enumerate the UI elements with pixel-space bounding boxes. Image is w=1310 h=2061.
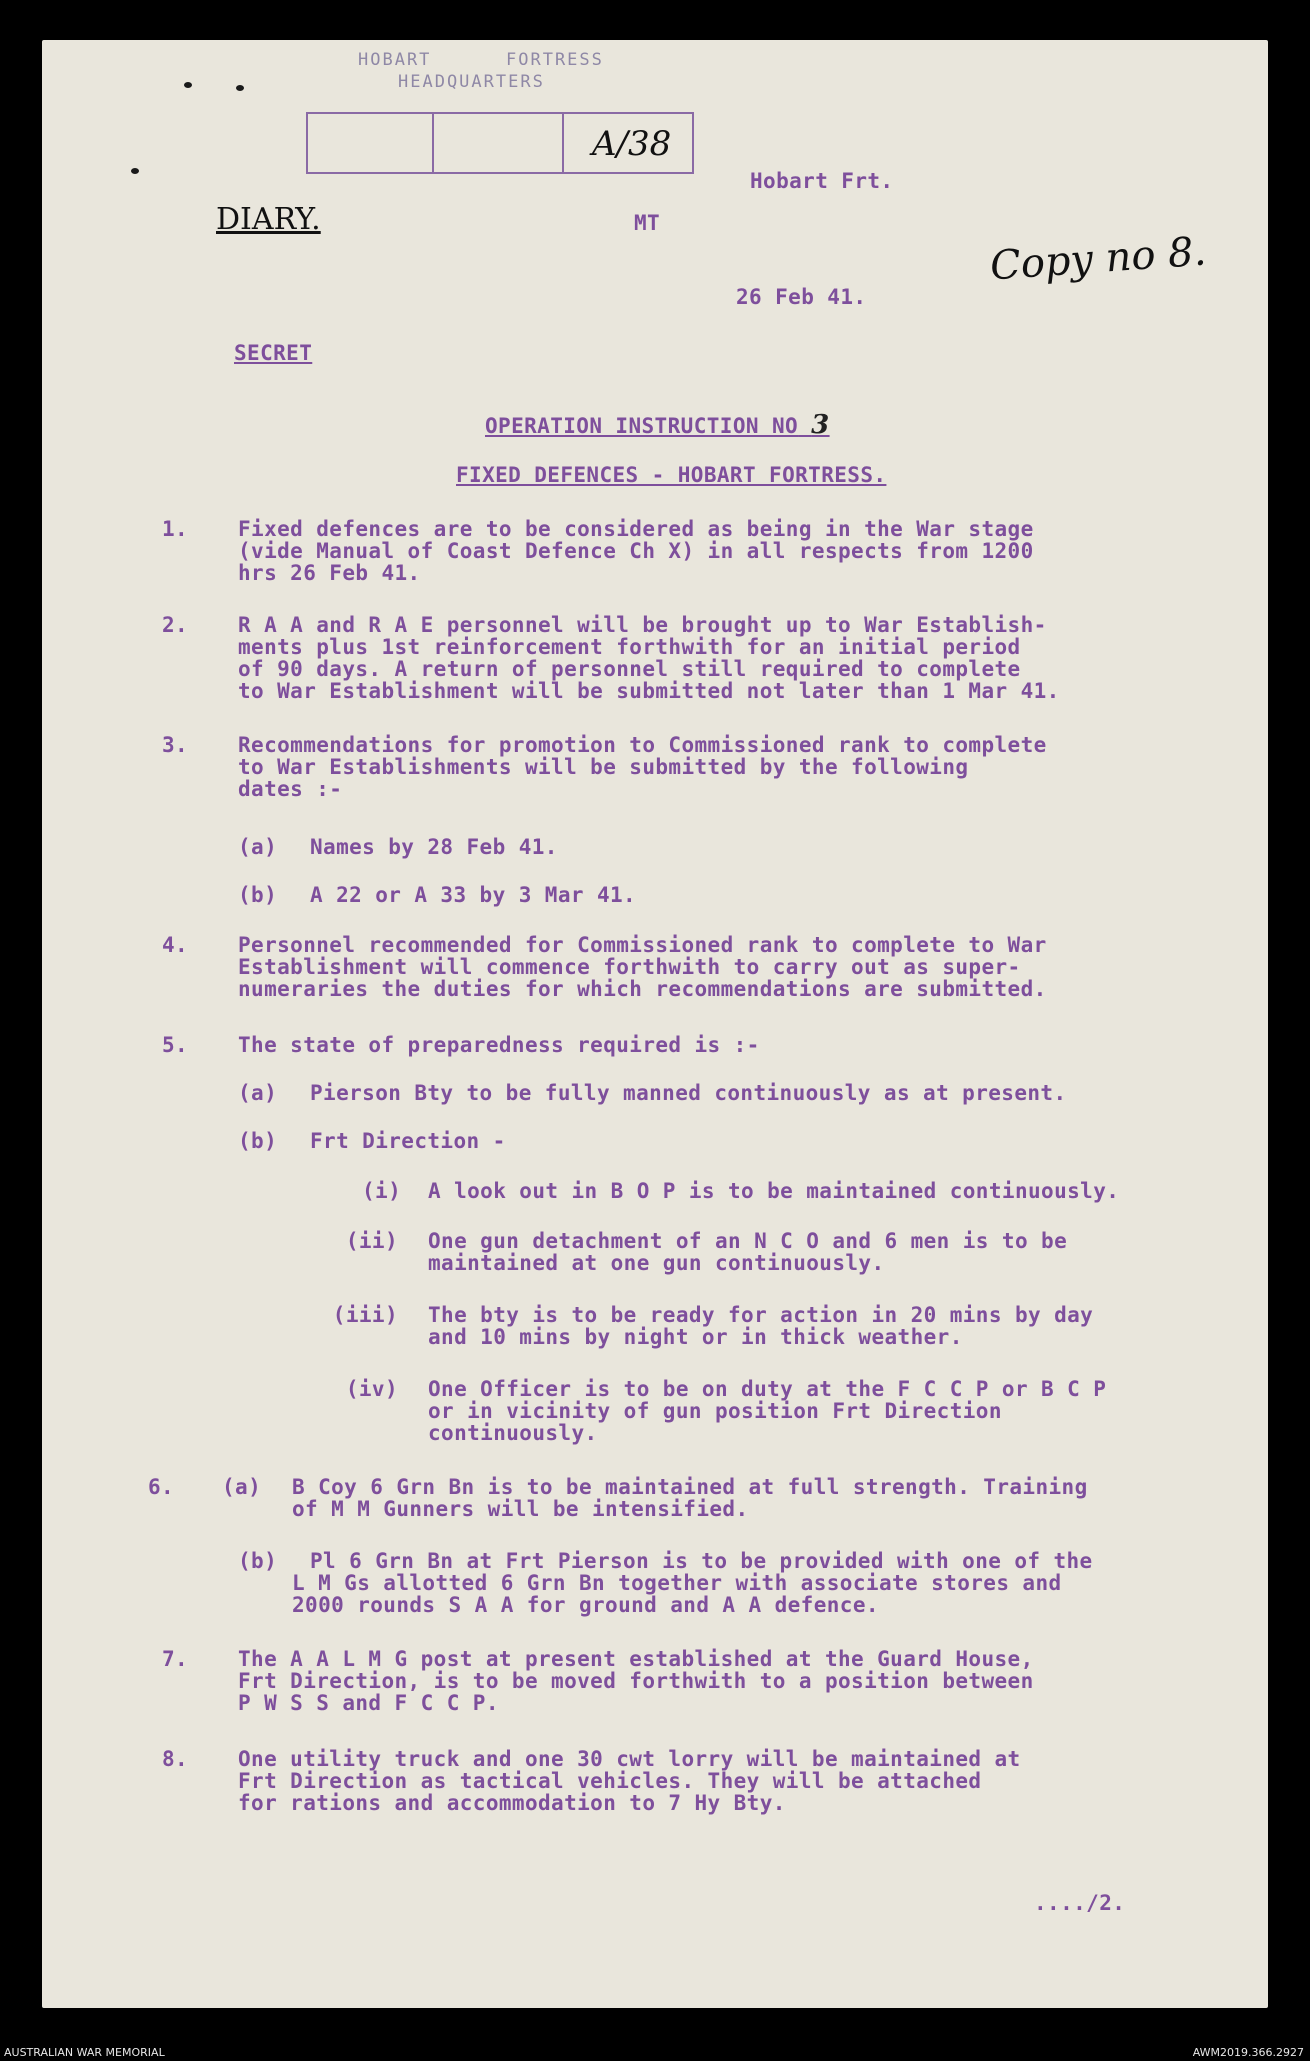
para-5b-iii-number: (iii) bbox=[332, 1303, 398, 1327]
stamp-box bbox=[432, 112, 564, 174]
para-8-line: for rations and accommodation to 7 Hy Bty. bbox=[238, 1791, 786, 1815]
para-5b-iv-line: or in vicinity of gun position Frt Direction bbox=[428, 1399, 1002, 1423]
punch-hole bbox=[131, 168, 139, 174]
para-5b-text: Frt Direction - bbox=[310, 1129, 506, 1153]
para-5b-iii-line: and 10 mins by night or in thick weather. bbox=[428, 1325, 963, 1349]
para-5b-ii-number: (ii) bbox=[345, 1229, 398, 1253]
handwritten-diary: DIARY. bbox=[216, 202, 321, 237]
para-5b-iv-line: continuously. bbox=[428, 1421, 598, 1445]
para-5b-iv-line: One Officer is to be on duty at the F C C P or B C P bbox=[428, 1377, 1107, 1401]
para-3a-text: Names by 28 Feb 41. bbox=[310, 835, 558, 859]
para-6a-line: of M M Gunners will be intensified. bbox=[292, 1497, 749, 1521]
handwritten-copy-number: Copy no 8. bbox=[988, 228, 1208, 290]
para-1-line: (vide Manual of Coast Defence Ch X) in all respects from 1200 bbox=[238, 539, 1034, 563]
para-6b-line: L M Gs allotted 6 Grn Bn together with associate stores and bbox=[292, 1571, 1062, 1595]
para-1-number: 1. bbox=[162, 517, 189, 541]
page-continuation: ..../2. bbox=[1034, 1891, 1126, 1915]
para-6-number: 6. bbox=[148, 1475, 175, 1499]
para-7-line: The A A L M G post at present established at the Guard House, bbox=[238, 1647, 1034, 1671]
title-line2: FIXED DEFENCES - HOBART FORTRESS. bbox=[456, 463, 887, 487]
para-6a-number: (a) bbox=[222, 1475, 262, 1499]
stamp-line2: HEADQUARTERS bbox=[398, 72, 545, 92]
para-2-line: to War Establishment will be submitted not later than 1 Mar 41. bbox=[238, 679, 1060, 703]
para-5b-ii-line: maintained at one gun continuously. bbox=[428, 1251, 885, 1275]
para-7-line: P W S S and F C C P. bbox=[238, 1691, 499, 1715]
title-line1 bbox=[485, 412, 830, 439]
para-6a-line: B Coy 6 Grn Bn is to be maintained at full strength. Training bbox=[292, 1475, 1088, 1499]
para-3b-text: A 22 or A 33 by 3 Mar 41. bbox=[310, 883, 637, 907]
para-5-number: 5. bbox=[162, 1033, 189, 1057]
punch-hole bbox=[236, 85, 244, 91]
para-8-line: Frt Direction as tactical vehicles. They will be attached bbox=[238, 1769, 982, 1793]
para-8-line: One utility truck and one 30 cwt lorry will be maintained at bbox=[238, 1747, 1021, 1771]
stamp-reference: A/38 bbox=[592, 124, 672, 164]
para-3-line: dates :- bbox=[238, 777, 343, 801]
para-4-line: Personnel recommended for Commissioned rank to complete to War bbox=[238, 933, 1047, 957]
document-page bbox=[42, 40, 1268, 2008]
para-8-number: 8. bbox=[162, 1747, 189, 1771]
para-5b-i-line: A look out in B O P is to be maintained continuously. bbox=[428, 1179, 1120, 1203]
stamp-line1a: HOBART bbox=[358, 50, 432, 70]
para-1-line: hrs 26 Feb 41. bbox=[238, 561, 421, 585]
para-5b-iii-line: The bty is to be ready for action in 20 mins by day bbox=[428, 1303, 1094, 1327]
para-7-number: 7. bbox=[162, 1647, 189, 1671]
para-2-line: of 90 days. A return of personnel still required to complete bbox=[238, 657, 1021, 681]
para-4-line: Establishment will commence forthwith to carry out as super- bbox=[238, 955, 1021, 979]
para-3a-number: (a) bbox=[238, 835, 278, 859]
para-5b-number: (b) bbox=[238, 1129, 278, 1153]
para-6b-number: (b) bbox=[238, 1549, 278, 1573]
header-date: 26 Feb 41. bbox=[736, 285, 867, 309]
title-number: 3 bbox=[811, 410, 830, 440]
para-5a-text: Pierson Bty to be fully manned continuously as at present. bbox=[310, 1081, 1067, 1105]
para-5a-number: (a) bbox=[238, 1081, 278, 1105]
footer-institution: AUSTRALIAN WAR MEMORIAL bbox=[4, 2046, 165, 2059]
para-5b-i-number: (i) bbox=[362, 1179, 402, 1203]
stamp-line1b: FORTRESS bbox=[506, 50, 604, 70]
header-place: Hobart Frt. bbox=[750, 169, 894, 193]
header-code: MT bbox=[634, 211, 661, 235]
para-2-line: R A A and R A E personnel will be brought up to War Establish- bbox=[238, 613, 1047, 637]
para-3b-number: (b) bbox=[238, 883, 278, 907]
para-7-line: Frt Direction, is to be moved forthwith to a position between bbox=[238, 1669, 1034, 1693]
para-5b-iv-number: (iv) bbox=[345, 1377, 398, 1401]
title-text: OPERATION INSTRUCTION NO bbox=[485, 414, 799, 438]
para-6b-line: Pl 6 Grn Bn at Frt Pierson is to be provided with one of the bbox=[310, 1549, 1093, 1573]
para-6b-line: 2000 rounds S A A for ground and A A defence. bbox=[292, 1593, 879, 1617]
para-4-line: numeraries the duties for which recommendations are submitted. bbox=[238, 977, 1047, 1001]
header-classification: SECRET bbox=[234, 341, 313, 365]
para-3-line: Recommendations for promotion to Commissioned rank to complete bbox=[238, 733, 1047, 757]
para-3-number: 3. bbox=[162, 733, 189, 757]
para-1-line: Fixed defences are to be considered as being in the War stage bbox=[238, 517, 1034, 541]
para-4-number: 4. bbox=[162, 933, 189, 957]
stamp-box bbox=[306, 112, 434, 174]
para-3-line: to War Establishments will be submitted by the following bbox=[238, 755, 969, 779]
footer-accession-number: AWM2019.366.2927 bbox=[1192, 2046, 1304, 2059]
punch-hole bbox=[184, 82, 192, 88]
para-2-number: 2. bbox=[162, 613, 189, 637]
para-5b-ii-line: One gun detachment of an N C O and 6 men is to be bbox=[428, 1229, 1068, 1253]
para-2-line: ments plus 1st reinforcement forthwith for an initial period bbox=[238, 635, 1021, 659]
para-5-text: The state of preparedness required is :- bbox=[238, 1033, 760, 1057]
